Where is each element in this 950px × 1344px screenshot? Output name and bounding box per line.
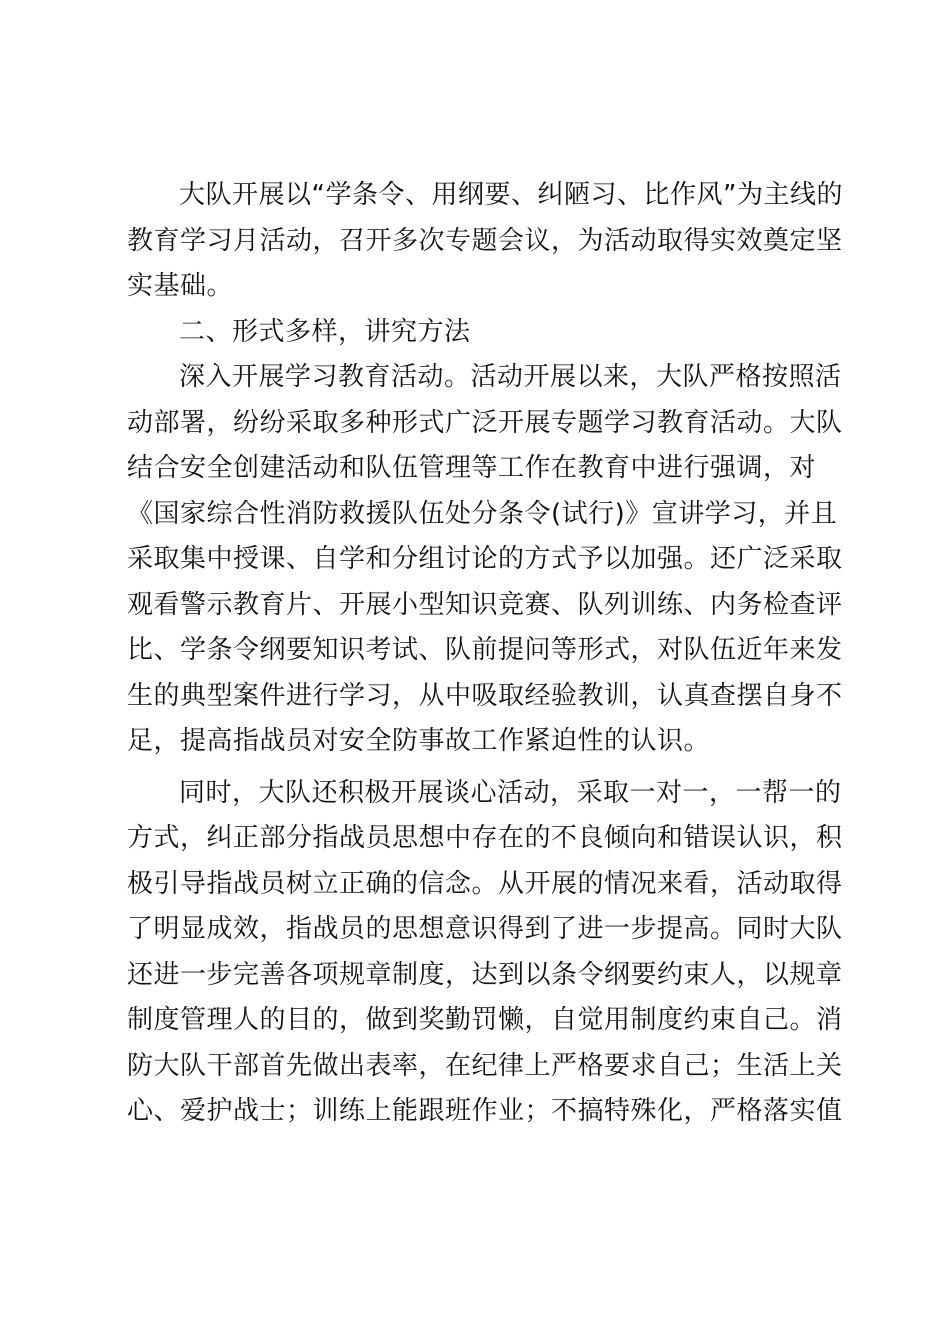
text-line: 防大队干部首先做出表率，在纪律上严格要求自己；生活上关 (127, 1050, 843, 1081)
paragraph-3 (127, 771, 843, 1135)
text-line: 实基础。 (127, 271, 234, 301)
text-line: 生的典型案件进行学习，从中吸取经验教训，认真查摆自身不 (127, 680, 843, 711)
text-line: 心、爱护战士；训练上能跟班作业；不搞特殊化，严格落实值 (127, 1096, 843, 1126)
text-line: 采取集中授课、自学和分组讨论的方式予以加强。还广泛采取 (127, 544, 843, 574)
text-line: 还进一步完善各项规章制度，达到以条令纲要约束人，以规章 (127, 959, 843, 990)
text-line: 观看警示教育片、开展小型知识竞赛、队列训练、内务检查评 (127, 589, 843, 620)
text-line: 方式，纠正部分指战员思想中存在的不良倾向和错误认识，积 (127, 823, 843, 853)
text-line: 深入开展学习教育活动。活动开展以来，大队严格按照活 (179, 362, 842, 392)
document-body (127, 173, 843, 1135)
heading-text: 二、形式多样，讲究方法 (179, 316, 471, 347)
text-line: 《国家综合性消防救援队伍处分条令(试行)》宣讲学习，并且 (127, 498, 838, 529)
text-line: 结合安全创建活动和队伍管理等工作在教育中进行强调，对 (127, 453, 817, 483)
section-heading (127, 310, 822, 356)
text-line: 制度管理人的目的，做到奖勤罚懒，自觉用制度约束自己。消 (127, 1005, 843, 1035)
paragraph-2 (127, 355, 843, 765)
text-line: 大队开展以“学条令、用纲要、纠陋习、比作风”为主线的 (179, 180, 843, 210)
text-line: 动部署，纷纷采取多种形式广泛开展专题学习教育活动。大队 (127, 407, 843, 438)
text-line: 比、学条令纲要知识考试、队前提问等形式，对队伍近年来发 (127, 635, 843, 665)
text-line: 同时，大队还积极开展谈心活动，采取一对一，一帮一的 (179, 777, 842, 808)
paragraph-1 (127, 173, 843, 310)
text-line: 极引导指战员树立正确的信念。从开展的情况来看，活动取得 (127, 868, 843, 899)
text-line: 了明显成效，指战员的思想意识得到了进一步提高。同时大队 (127, 914, 843, 944)
text-line: 足，提高指战员对安全防事故工作紧迫性的认识。 (127, 726, 711, 756)
text-line: 教育学习月活动，召开多次专题会议，为活动取得实效奠定坚 (127, 225, 843, 256)
